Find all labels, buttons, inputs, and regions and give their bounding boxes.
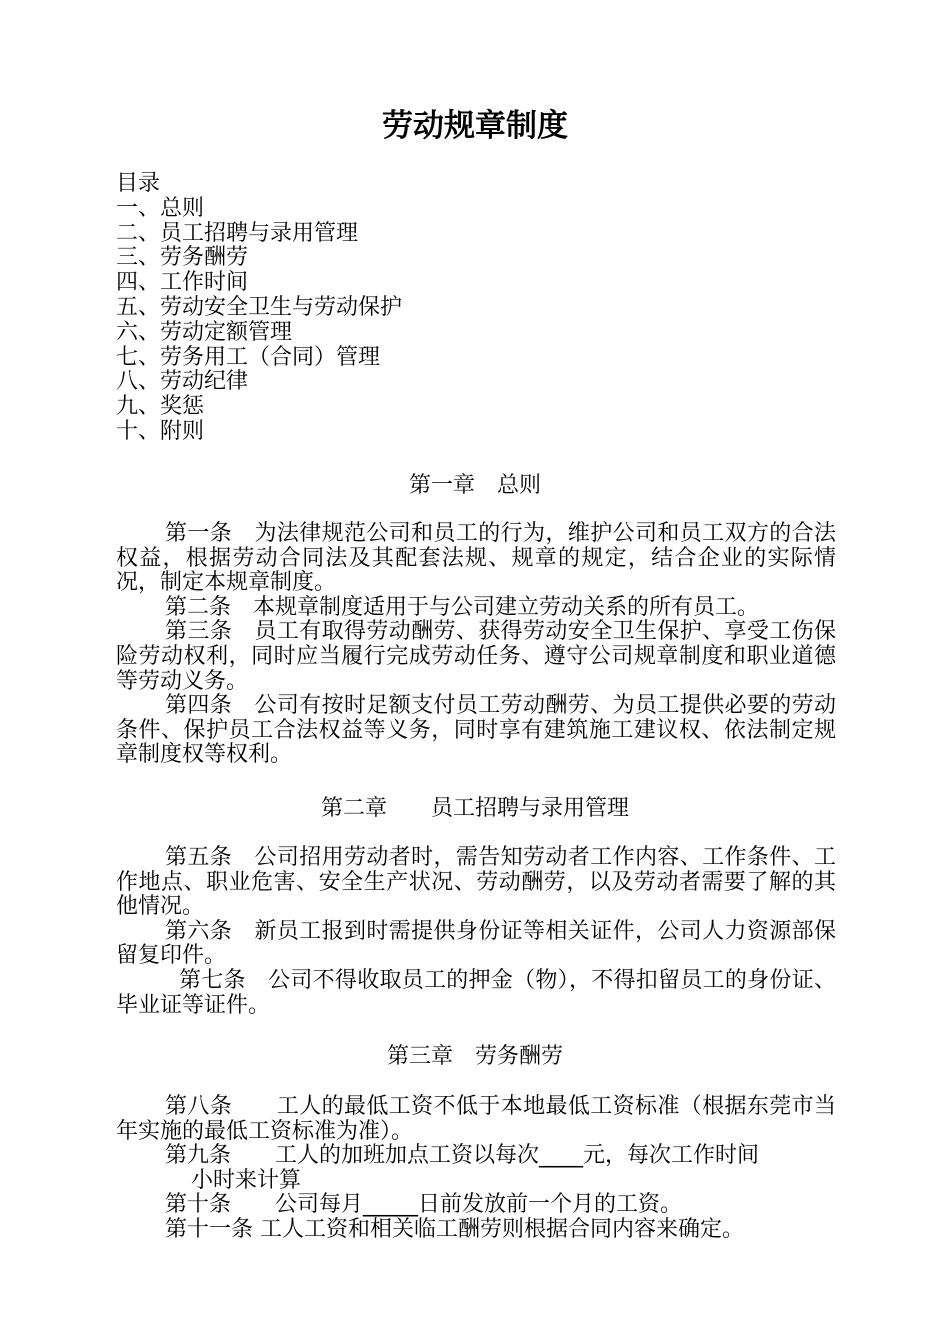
article-number: 第八条 [165, 1094, 277, 1119]
article [116, 1144, 836, 1169]
article-number: 第三条 [165, 619, 255, 645]
article-number: 第九条 [165, 1143, 276, 1169]
toc-item: 九、奖惩 [116, 394, 205, 420]
article-number: 第二条 [165, 594, 254, 620]
article-continuation: 小时来计算 [191, 1167, 302, 1193]
article-number: 第四条 [165, 693, 255, 719]
article-number: 第一条 [165, 521, 255, 546]
chapter-heading: 第一章 总则 [408, 473, 541, 498]
article-number: 第五条 [165, 845, 255, 870]
document-title: 劳动规章制度 [382, 108, 568, 144]
table-of-contents [116, 172, 402, 445]
article-number: 第十一条 [165, 1216, 260, 1242]
article-text: 为法律规范公司和员工的行为，维护公司和员工双方的合法权益，根据劳动合同法及其配套法规、规章的规定，结合企业的实际情况，制定本规章制度。 [116, 521, 836, 596]
article [116, 846, 836, 920]
toc-item: 三、劳务酬劳 [116, 245, 249, 271]
article-text: 工人工资和相关临工酬劳则根据合同内容来确定。 [260, 1216, 745, 1242]
chapter-body [116, 1095, 836, 1243]
article [116, 596, 836, 621]
article-number: 第六条 [165, 918, 255, 944]
article-text: 公司有按时足额支付员工劳动酬劳、为员工提供必要的劳动条件、保护员工合法权益等义务，同时享有建筑施工建议权、依法制定规章制度权等权利。 [116, 693, 836, 768]
article-text: 工人的加班加点工资以每次____元，每次工作时间 [275, 1143, 760, 1169]
toc-item: 一、总则 [116, 195, 205, 221]
article [116, 1193, 836, 1218]
chapter-body [116, 846, 836, 1018]
article [116, 1095, 836, 1144]
article [116, 969, 836, 1018]
toc-item: 七、劳务用工（合同）管理 [116, 344, 381, 370]
toc-item: 八、劳动纪律 [116, 369, 249, 395]
article-text: 公司每月_____日前发放前一个月的工资。 [275, 1192, 683, 1218]
article [116, 522, 836, 596]
article-number: 第十条 [165, 1192, 276, 1218]
toc-item: 五、劳动安全卫生与劳动保护 [116, 294, 403, 320]
article-text: 工人的最低工资不低于本地最低工资标准（根据东莞市当年实施的最低工资标准为准）。 [116, 1094, 836, 1144]
chapter-heading: 第三章 劳务酬劳 [386, 1044, 563, 1069]
article-text: 公司招用劳动者时，需告知劳动者工作内容、工作条件、工作地点、职业危害、安全生产状况、劳动酬劳，以及劳动者需要了解的其他情况。 [116, 845, 836, 920]
chapter-heading: 第二章 员工招聘与录用管理 [320, 796, 629, 821]
article-text: 员工有取得劳动酬劳、获得劳动安全卫生保护、享受工伤保险劳动权利，同时应当履行完成劳动任务、遵守公司规章制度和职业道德等劳动义务。 [116, 619, 836, 694]
article-number: 第七条 [179, 967, 269, 993]
toc-item: 四、工作时间 [116, 270, 249, 296]
article-text: 本规章制度适用于与公司建立劳动关系的所有员工。 [253, 594, 760, 620]
toc-item: 十、附则 [116, 418, 205, 444]
toc-heading: 目录 [116, 171, 161, 196]
article [116, 694, 836, 768]
article-text: 新员工报到时需提供身份证等相关证件，公司人力资源部保留复印件。 [116, 918, 836, 969]
toc-item: 二、员工招聘与录用管理 [116, 220, 359, 246]
article-text: 公司不得收取员工的押金（物），不得扣留员工的身份证、毕业证等证件。 [116, 967, 836, 1018]
article [116, 620, 836, 694]
article [116, 920, 836, 969]
article [116, 1218, 836, 1243]
chapter-body [116, 522, 836, 768]
toc-item: 六、劳动定额管理 [116, 319, 293, 345]
